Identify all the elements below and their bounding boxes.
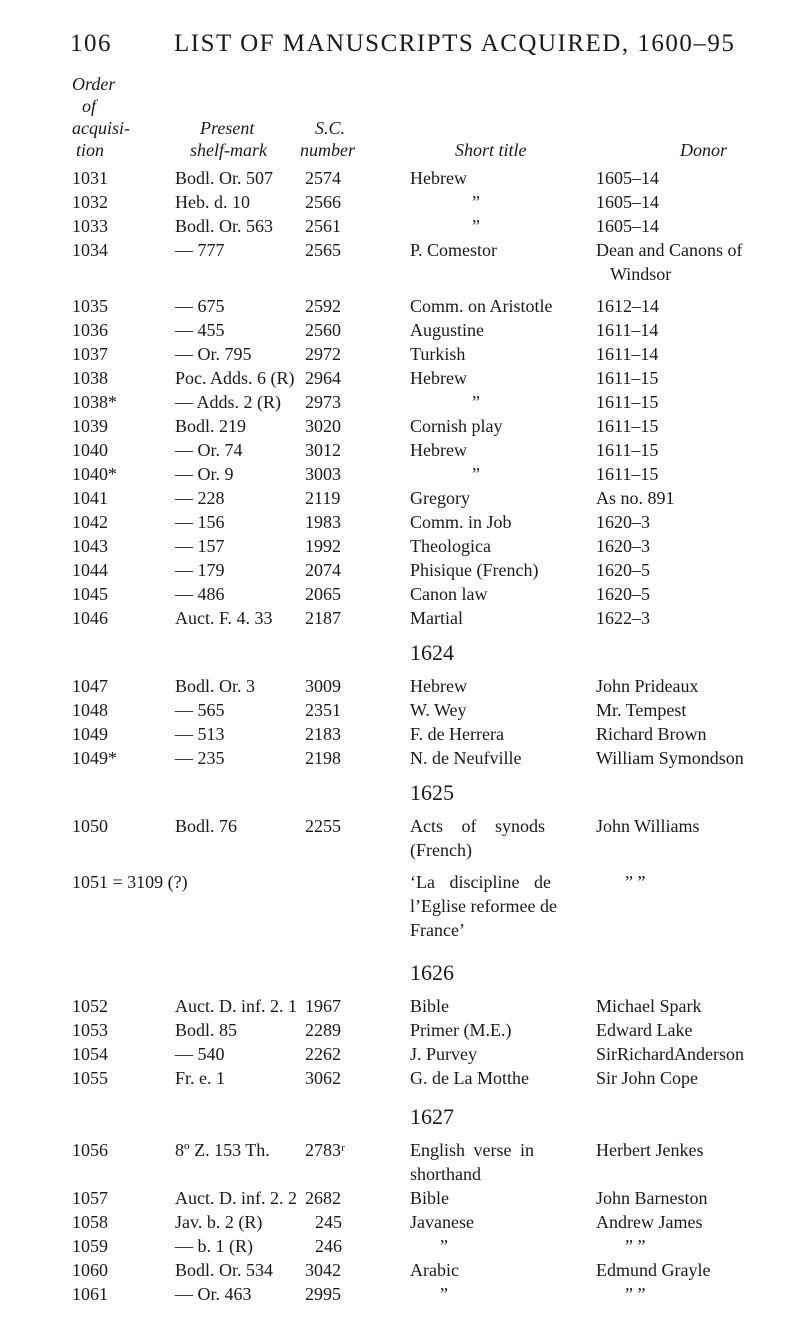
sc-number: 245 [315,1212,342,1232]
donor: Mr. Tempest [596,700,687,720]
shelf-mark: — b. 1 (R) [175,1236,253,1256]
list-row [0,816,800,840]
list-row [0,1044,800,1068]
order-number: 1047 [72,676,108,696]
shelf-mark: — 235 [175,748,225,768]
list-row [0,512,800,536]
short-title: Hebrew [410,368,467,388]
list-row [0,240,800,264]
donor: Richard Brown [596,724,707,744]
sc-number: 2065 [305,584,341,604]
list-row [0,1284,800,1308]
sc-number: 1967 [305,996,341,1016]
order-number: 1044 [72,560,108,580]
list-row [0,608,800,632]
shelf-mark: — 675 [175,296,225,316]
sc-number: 2972 [305,344,341,364]
donor: 1611–15 [596,440,659,460]
shelf-mark: — 157 [175,536,225,556]
shelf-mark: Auct. F. 4. 33 [175,608,273,628]
short-title: Gregory [410,488,470,508]
donor: Michael Spark [596,996,702,1016]
shelf-mark: — 486 [175,584,225,604]
donor: 1620–5 [596,560,650,580]
order-number: 1058 [72,1212,108,1232]
donor-continuation: Windsor [610,264,672,284]
order-number: 1038 [72,368,108,388]
donor: Edmund Grayle [596,1260,711,1280]
list-row [0,296,800,320]
shelf-mark: — 513 [175,724,225,744]
donor: John Williams [596,816,700,836]
order-number: 1049 [72,724,108,744]
list-row [0,536,800,560]
order-number: 1033 [72,216,108,236]
shelf-mark: Auct. D. inf. 2. 2 [175,1188,297,1208]
list-row [0,1212,800,1236]
sc-number: 2566 [305,192,341,212]
shelf-mark: Bodl. 76 [175,816,238,836]
year-heading: 1624 [410,640,454,665]
short-title: Hebrew [410,440,467,460]
short-title: Hebrew [410,168,467,188]
heading-order-line4: tion [76,140,105,160]
shelf-mark: — 156 [175,512,225,532]
sc-number: 2995 [305,1284,341,1304]
order-number: 1038* [72,392,117,412]
donor: 1611–14 [596,344,659,364]
ditto-mark: ” [440,1236,448,1256]
donor: 1620–5 [596,584,650,604]
heading-order-line3: acquisi- [72,118,130,138]
donor: Sir John Cope [596,1068,699,1088]
sc-number: 2262 [305,1044,341,1064]
heading-donor: Donor [680,140,728,160]
order-number: 1041 [72,488,108,508]
short-title: Phisique (French) [410,560,539,580]
short-title: J. Purvey [410,1044,477,1064]
sc-number: 1992 [305,536,341,556]
list-row [0,440,800,464]
list-row [0,748,800,772]
order-number: 1061 [72,1284,108,1304]
donor: Herbert Jenkes [596,1140,704,1160]
short-title: Primer (M.E.) [410,1020,512,1040]
order-number: 1043 [72,536,108,556]
donor: William Symondson [596,748,744,768]
ditto-mark: ” [472,192,480,212]
sc-number: 2187 [305,608,341,628]
list-row [0,996,800,1020]
short-title-continuation: France’ [410,920,465,940]
donor: Dean and Canons of [596,240,743,260]
sc-number: 3003 [305,464,341,484]
ditto-mark: ” [440,1284,448,1304]
sc-number: 2255 [305,816,341,836]
donor: 1620–3 [596,512,650,532]
short-title: G. de La Motthe [410,1068,529,1088]
list-row [0,676,800,700]
sc-number: 3009 [305,676,341,696]
list-row [0,1260,800,1284]
order-number: 1039 [72,416,108,436]
short-title: Comm. on Aristotle [410,296,553,316]
shelf-mark: — Or. 74 [175,440,243,460]
running-title: LIST OF MANUSCRIPTS ACQUIRED, 1600–95 [174,30,736,57]
shelf-mark: — Or. 795 [175,344,252,364]
order-number: 1034 [72,240,108,260]
sc-number: 3020 [305,416,341,436]
order-number: 1036 [72,320,108,340]
shelf-mark: Auct. D. inf. 2. 1 [175,996,297,1016]
ditto-mark: ” ” [625,1284,646,1304]
ditto-mark: ” ” [625,872,646,892]
sc-number: 3062 [305,1068,341,1088]
short-title: N. de Neufville [410,748,522,768]
list-row [0,700,800,724]
sc-number: 2561 [305,216,341,236]
order-number: 1057 [72,1188,108,1208]
list-row [0,1140,800,1164]
sc-number: 2592 [305,296,341,316]
sc-number: 2574 [305,168,341,188]
shelf-mark: — Or. 463 [175,1284,252,1304]
heading-order-line1: Order [72,74,116,94]
shelf-mark: Fr. e. 1 [175,1068,226,1088]
donor: John Barneston [596,1188,708,1208]
list-row [0,584,800,608]
order-number: 1051 = 3109 (?) [72,872,188,892]
heading-short-title: Short title [455,140,527,160]
short-title: Javanese [410,1212,474,1232]
shelf-mark: — Adds. 2 (R) [175,392,282,412]
sc-number: 3012 [305,440,341,460]
donor: Edward Lake [596,1020,693,1040]
shelf-mark: — 179 [175,560,225,580]
list-row [0,392,800,416]
sc-number: 2565 [305,240,341,260]
heading-sc-line1: S.C. [315,118,346,138]
list-row [0,1188,800,1212]
list-row [0,1068,800,1092]
sc-number: 2973 [305,392,341,412]
sc-number: 1983 [305,512,341,532]
short-title: W. Wey [410,700,467,720]
order-number: 1052 [72,996,108,1016]
heading-shelf-line2: shelf-mark [190,140,267,160]
order-number: 1059 [72,1236,108,1256]
donor: John Prideaux [596,676,699,696]
list-row [0,488,800,512]
donor: 1611–15 [596,464,659,484]
shelf-mark: Bodl. Or. 534 [175,1260,274,1280]
short-title: ‘La discipline de [410,872,551,892]
shelf-mark: Bodl. 219 [175,416,247,436]
short-title: Theologica [410,536,491,556]
order-number: 1060 [72,1260,108,1280]
sc-number: 2289 [305,1020,341,1040]
donor: 1611–14 [596,320,659,340]
list-row-continuation [0,920,800,944]
list-row-continuation [0,896,800,920]
donor: 1605–14 [596,192,659,212]
sc-number: 2119 [305,488,341,508]
short-title: Martial [410,608,463,628]
order-number: 1035 [72,296,108,316]
sc-number: 2964 [305,368,341,388]
order-number: 1056 [72,1140,108,1160]
ditto-mark: ” ” [625,1236,646,1256]
list-row [0,344,800,368]
sc-number: 246 [315,1236,342,1256]
short-title: Hebrew [410,676,467,696]
shelf-mark: — 540 [175,1044,225,1064]
order-number: 1054 [72,1044,108,1064]
shelf-mark: Poc. Adds. 6 (R) [175,368,295,388]
short-title: Augustine [410,320,484,340]
list-row-continuation [0,840,800,864]
list-row [0,416,800,440]
donor: Andrew James [596,1212,703,1232]
short-title: English verse in [410,1140,534,1160]
year-heading: 1626 [410,960,454,985]
donor: 1611–15 [596,368,659,388]
short-title: Acts of synods [410,816,545,836]
ditto-mark: ” [472,464,480,484]
list-row-continuation [0,1164,800,1188]
donor: As no. 891 [596,488,675,508]
donor: SirRichardAnderson [596,1044,744,1064]
list-row [0,1236,800,1260]
order-number: 1046 [72,608,108,628]
short-title: Arabic [410,1260,459,1280]
short-title: Bible [410,996,449,1016]
donor: 1611–15 [596,392,659,412]
list-row [0,368,800,392]
heading-sc-line2: number [300,140,355,160]
shelf-mark: — 565 [175,700,225,720]
sc-number: 2783ʳ [305,1140,345,1160]
order-number: 1032 [72,192,108,212]
order-number: 1045 [72,584,108,604]
order-number: 1040* [72,464,117,484]
ditto-mark: ” [472,216,480,236]
short-title-continuation: shorthand [410,1164,481,1184]
donor: 1611–15 [596,416,659,436]
order-number: 1037 [72,344,108,364]
shelf-mark: Bodl. 85 [175,1020,238,1040]
short-title: Bible [410,1188,449,1208]
page-header [70,30,780,70]
short-title: Cornish play [410,416,503,436]
order-number: 1049* [72,748,117,768]
list-row [0,464,800,488]
donor: 1612–14 [596,296,659,316]
list-row [0,560,800,584]
shelf-mark: — 777 [175,240,225,260]
page-number: 106 [70,30,112,57]
list-row [0,216,800,240]
short-title: F. de Herrera [410,724,505,744]
order-number: 1042 [72,512,108,532]
sc-number: 3042 [305,1260,341,1280]
donor: 1622–3 [596,608,650,628]
sc-number: 2074 [305,560,341,580]
order-number: 1040 [72,440,108,460]
list-row [0,872,800,896]
list-row [0,192,800,216]
year-heading: 1625 [410,780,454,805]
short-title: P. Comestor [410,240,498,260]
list-row [0,168,800,192]
shelf-mark: — 455 [175,320,225,340]
shelf-mark: Bodl. Or. 563 [175,216,274,236]
short-title: Comm. in Job [410,512,512,532]
sc-number: 2682 [305,1188,341,1208]
shelf-mark: — 228 [175,488,225,508]
order-number: 1053 [72,1020,108,1040]
short-title: Turkish [410,344,466,364]
order-number: 1048 [72,700,108,720]
list-row [0,1020,800,1044]
year-heading: 1627 [410,1104,454,1129]
shelf-mark: Heb. d. 10 [175,192,250,212]
short-title: Canon law [410,584,488,604]
ditto-mark: ” [472,392,480,412]
donor: 1605–14 [596,216,659,236]
sc-number: 2351 [305,700,341,720]
donor: 1620–3 [596,536,650,556]
short-title-continuation: l’Eglise reformee de [410,896,557,916]
shelf-mark: 8º Z. 153 Th. [175,1140,270,1160]
donor: 1605–14 [596,168,659,188]
order-number: 1031 [72,168,108,188]
shelf-mark: — Or. 9 [175,464,234,484]
heading-shelf-line1: Present [200,118,255,138]
order-number: 1050 [72,816,108,836]
list-row-continuation [0,264,800,288]
order-number: 1055 [72,1068,108,1088]
shelf-mark: Bodl. Or. 3 [175,676,256,696]
heading-order-line2: of [82,96,97,116]
list-row [0,724,800,748]
short-title-continuation: (French) [410,840,472,860]
sc-number: 2560 [305,320,341,340]
shelf-mark: Bodl. Or. 507 [175,168,274,188]
sc-number: 2183 [305,724,341,744]
sc-number: 2198 [305,748,341,768]
shelf-mark: Jav. b. 2 (R) [175,1212,263,1232]
list-row [0,320,800,344]
